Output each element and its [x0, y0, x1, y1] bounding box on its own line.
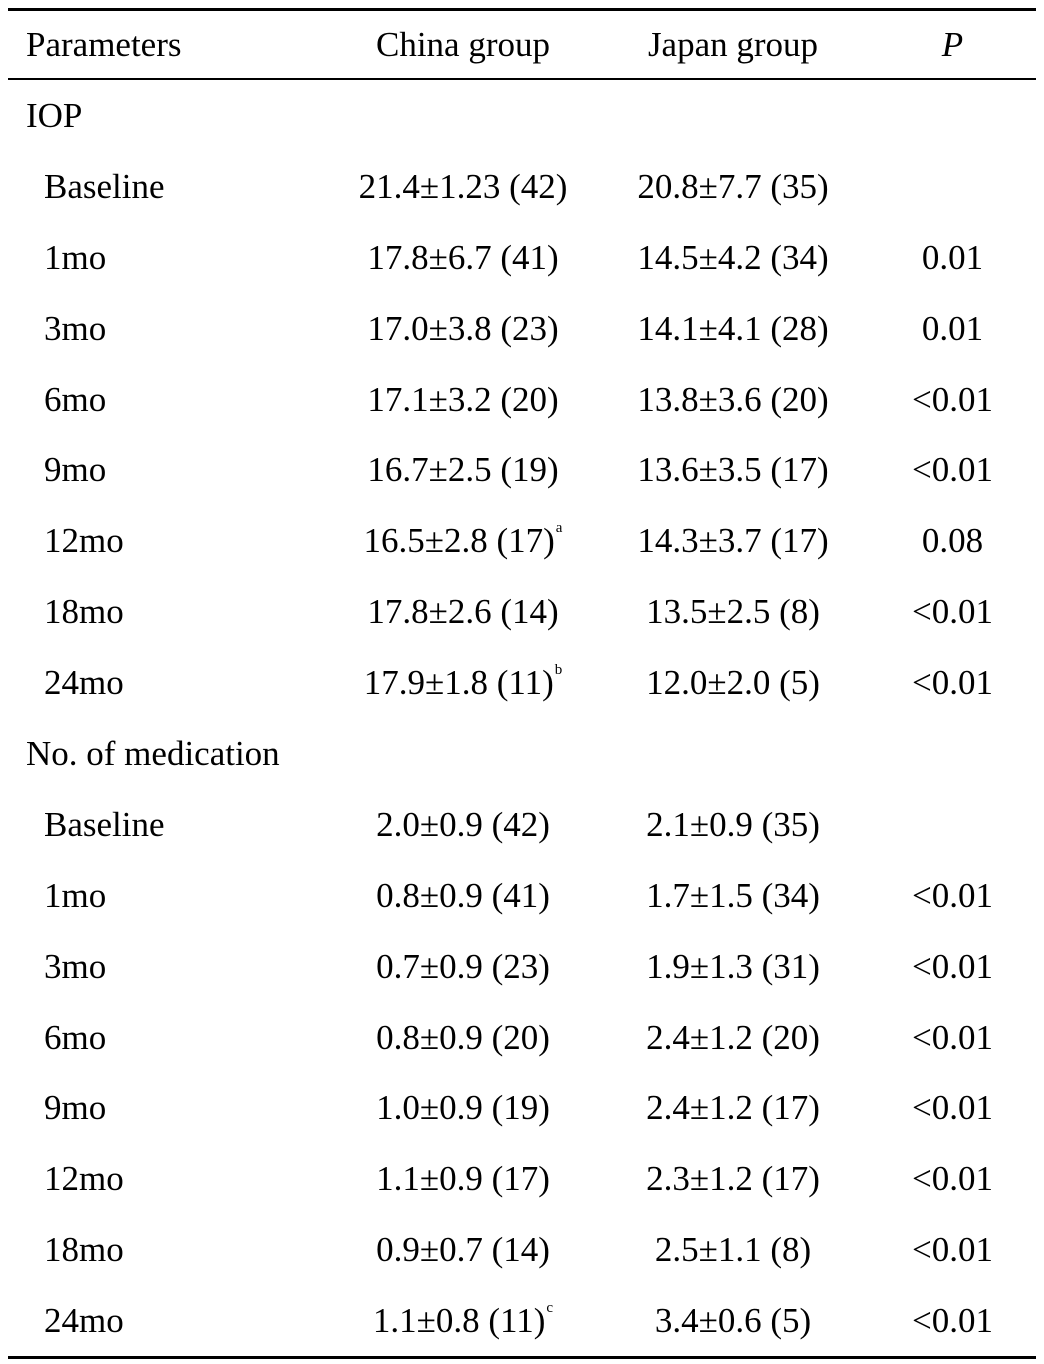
- table-bottom-rule: [8, 1356, 1036, 1359]
- p-value: <0.01: [912, 946, 994, 986]
- row-label: 6mo: [44, 379, 107, 419]
- section-row: [8, 718, 1036, 789]
- row-label: 6mo: [44, 1017, 107, 1057]
- china-group-value: 2.0±0.9 (42): [376, 804, 550, 844]
- footnote-marker: a: [555, 520, 563, 537]
- header-japan-group: Japan group: [647, 25, 819, 64]
- header-china-group: China group: [375, 25, 550, 64]
- japan-group-value: 2.4±1.2 (20): [646, 1017, 820, 1057]
- china-group-cell: [329, 364, 597, 435]
- table-row: [8, 1002, 1036, 1073]
- china-group-cell: [329, 647, 597, 718]
- japan-group-value: 14.3±3.7 (17): [637, 521, 829, 561]
- table-row: [8, 1214, 1036, 1285]
- china-group-cell: [329, 293, 597, 364]
- china-group-value: 21.4±1.23 (42): [358, 166, 568, 206]
- section-row: [8, 80, 1036, 151]
- table-row: [8, 434, 1036, 505]
- japan-group-value: 2.4±1.2 (17): [646, 1088, 820, 1128]
- p-value: <0.01: [912, 450, 994, 490]
- china-group-value: 16.5±2.8 (17): [363, 521, 555, 561]
- japan-group-value: 1.9±1.3 (31): [646, 946, 820, 986]
- china-group-cell: [329, 505, 597, 576]
- row-label: 9mo: [44, 1088, 107, 1128]
- p-value: <0.01: [912, 663, 994, 703]
- china-group-value: 17.0±3.8 (23): [367, 308, 559, 348]
- row-label: 3mo: [44, 308, 107, 348]
- japan-group-value: 13.5±2.5 (8): [646, 592, 820, 632]
- row-label: 1mo: [44, 875, 107, 915]
- table-row: [8, 647, 1036, 718]
- table-row: [8, 151, 1036, 222]
- china-group-cell: [329, 931, 597, 1002]
- row-label: 18mo: [44, 1230, 124, 1270]
- row-label: 24mo: [44, 1301, 124, 1341]
- row-label: 24mo: [44, 663, 124, 703]
- p-value: <0.01: [912, 875, 994, 915]
- china-group-cell: [329, 1214, 597, 1285]
- footnote-marker: c: [546, 1300, 554, 1317]
- japan-group-value: 14.1±4.1 (28): [637, 308, 829, 348]
- comparison-table-container: [8, 8, 1036, 1359]
- p-value: 0.01: [921, 237, 984, 277]
- header-row: [8, 11, 1036, 78]
- row-label: 3mo: [44, 946, 107, 986]
- china-group-value: 0.8±0.9 (41): [376, 875, 550, 915]
- japan-group-value: 13.6±3.5 (17): [637, 450, 829, 490]
- china-group-cell: [329, 222, 597, 293]
- china-group-value: 1.0±0.9 (19): [376, 1088, 550, 1128]
- p-value: <0.01: [912, 1301, 994, 1341]
- china-group-cell: [329, 1285, 597, 1356]
- table-row: [8, 1072, 1036, 1143]
- table-row: [8, 931, 1036, 1002]
- china-group-cell: [329, 860, 597, 931]
- china-group-cell: [329, 576, 597, 647]
- table-row: [8, 222, 1036, 293]
- japan-group-value: 2.3±1.2 (17): [646, 1159, 820, 1199]
- p-value: <0.01: [912, 592, 994, 632]
- p-value: 0.01: [921, 308, 984, 348]
- section-title: No. of medication: [26, 733, 280, 773]
- table-row: [8, 1285, 1036, 1356]
- p-value: [869, 789, 1036, 860]
- japan-group-value: 3.4±0.6 (5): [654, 1301, 812, 1341]
- japan-group-value: 13.8±3.6 (20): [637, 379, 829, 419]
- china-group-cell: [329, 151, 597, 222]
- table-row: [8, 576, 1036, 647]
- japan-group-value: 20.8±7.7 (35): [637, 166, 829, 206]
- china-group-cell: [329, 1002, 597, 1073]
- china-group-value: 0.7±0.9 (23): [376, 946, 550, 986]
- japan-group-value: 2.5±1.1 (8): [654, 1230, 812, 1270]
- p-value: <0.01: [912, 1088, 994, 1128]
- header-parameters: Parameters: [26, 25, 182, 64]
- table-row: [8, 1143, 1036, 1214]
- china-group-cell: [329, 789, 597, 860]
- row-label: 12mo: [44, 521, 124, 561]
- comparison-table: [8, 11, 1036, 78]
- china-group-value: 1.1±0.8 (11): [372, 1301, 546, 1341]
- china-group-value: 17.8±2.6 (14): [367, 592, 559, 632]
- row-label: 18mo: [44, 592, 124, 632]
- china-group-value: 1.1±0.9 (17): [376, 1159, 550, 1199]
- table-row: [8, 789, 1036, 860]
- china-group-value: 16.7±2.5 (19): [367, 450, 559, 490]
- row-label: 12mo: [44, 1159, 124, 1199]
- row-label: Baseline: [44, 804, 165, 844]
- table-row: [8, 860, 1036, 931]
- footnote-marker: b: [554, 662, 563, 679]
- china-group-cell: [329, 1143, 597, 1214]
- japan-group-value: 1.7±1.5 (34): [646, 875, 820, 915]
- china-group-value: 17.8±6.7 (41): [367, 237, 559, 277]
- japan-group-value: 12.0±2.0 (5): [646, 663, 820, 703]
- p-value: <0.01: [912, 1159, 994, 1199]
- p-value: <0.01: [912, 379, 994, 419]
- row-label: Baseline: [44, 166, 165, 206]
- table-body: [8, 80, 1036, 1356]
- china-group-cell: [329, 1072, 597, 1143]
- comparison-table-body: [8, 80, 1036, 1356]
- china-group-value: 17.1±3.2 (20): [367, 379, 559, 419]
- china-group-cell: [329, 434, 597, 505]
- section-title: IOP: [26, 95, 83, 135]
- china-group-value: 0.9±0.7 (14): [376, 1230, 550, 1270]
- p-value: [869, 151, 1036, 222]
- table-row: [8, 293, 1036, 364]
- row-label: 9mo: [44, 450, 107, 490]
- p-value: <0.01: [912, 1017, 994, 1057]
- p-value: 0.08: [921, 521, 984, 561]
- table-row: [8, 364, 1036, 435]
- japan-group-value: 2.1±0.9 (35): [646, 804, 820, 844]
- header-p-value: P: [941, 25, 964, 64]
- table-row: [8, 505, 1036, 576]
- table-header: [8, 11, 1036, 78]
- china-group-value: 0.8±0.9 (20): [376, 1017, 550, 1057]
- japan-group-value: 14.5±4.2 (34): [637, 237, 829, 277]
- p-value: <0.01: [912, 1230, 994, 1270]
- row-label: 1mo: [44, 237, 107, 277]
- china-group-value: 17.9±1.8 (11): [363, 663, 554, 703]
